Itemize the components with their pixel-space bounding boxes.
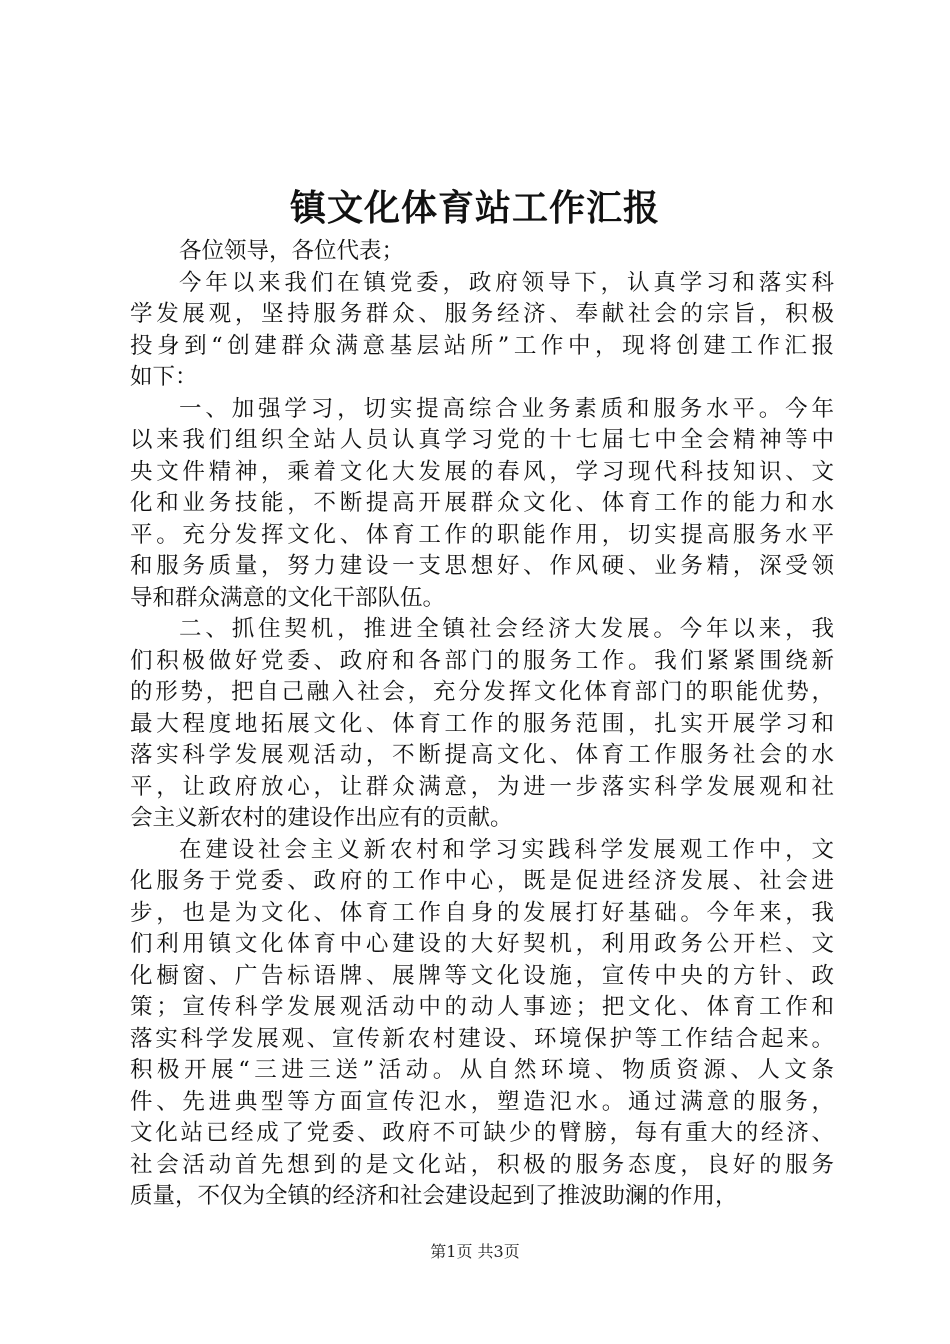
page-footer: 第1页 共3页 xyxy=(430,1242,520,1261)
paragraph-line: 们积极做好党委、政府和各部门的服务工作。我们紧紧围绕新 xyxy=(130,647,834,674)
paragraph-line: 央文件精神，乘着文化大发展的春风，学习现代科技知识、文 xyxy=(130,458,834,485)
paragraph-line: 学发展观，坚持服务群众、服务经济、奉献社会的宗旨，积极 xyxy=(130,301,834,327)
paragraph-line: 社会活动首先想到的是文化站，积极的服务态度，良好的服务 xyxy=(130,1151,834,1178)
paragraph-line: 积极开展“三进三送”活动。从自然环境、物质资源、人文条 xyxy=(130,1057,834,1083)
paragraph-line: 会主义新农村的建设作出应有的贡献。 xyxy=(130,805,513,831)
paragraph-line: 导和群众满意的文化干部队伍。 xyxy=(130,584,446,611)
document-body xyxy=(130,236,834,1213)
paragraph-line: 平。充分发挥文化、体育工作的职能作用，切实提高服务水平 xyxy=(130,521,834,548)
paragraph-line: 最大程度地拓展文化、体育工作的服务范围，扎实开展学习和 xyxy=(130,710,834,737)
paragraph-line: 落实科学发展观活动，不断提高文化、体育工作服务社会的水 xyxy=(130,742,834,768)
paragraph-line: 在建设社会主义新农村和学习实践科学发展观工作中，文 xyxy=(179,836,834,863)
paragraph-line: 各位领导，各位代表； xyxy=(179,238,405,264)
paragraph-line: 投身到“创建群众满意基层站所”工作中，现将创建工作汇报 xyxy=(130,332,834,359)
paragraph-line: 化橱窗、广告标语牌、展牌等文化设施，宣传中央的方针、政 xyxy=(130,962,834,989)
paragraph-line: 和服务质量，努力建设一支思想好、作风硬、业务精，深受领 xyxy=(130,553,834,579)
paragraph-line: 如下： xyxy=(130,364,198,390)
paragraph-line: 今年以来我们在镇党委，政府领导下，认真学习和落实科 xyxy=(179,269,834,296)
paragraph-line: 落实科学发展观、宣传新农村建设、环境保护等工作结合起来。 xyxy=(130,1025,834,1052)
paragraph-line: 化和业务技能，不断提高开展群众文化、体育工作的能力和水 xyxy=(130,490,834,516)
paragraph-line: 们利用镇文化体育中心建设的大好契机，利用政务公开栏、文 xyxy=(130,931,834,957)
paragraph-line: 质量，不仅为全镇的经济和社会建设起到了推波助澜的作用， xyxy=(130,1183,738,1209)
document-title: 镇文化体育站工作汇报 xyxy=(289,187,660,229)
paragraph-line: 步，也是为文化、体育工作自身的发展打好基础。今年来，我 xyxy=(130,899,834,926)
paragraph-line: 二、抓住契机，推进全镇社会经济大发展。今年以来，我 xyxy=(179,616,834,642)
paragraph-line: 文化站已经成了党委、政府不可缺少的臂膀，每有重大的经济、 xyxy=(130,1120,834,1146)
paragraph-line: 平，让政府放心，让群众满意，为进一步落实科学发展观和社 xyxy=(130,773,834,800)
paragraph-line: 策；宣传科学发展观活动中的动人事迹；把文化、体育工作和 xyxy=(130,994,834,1020)
paragraph-line: 一、加强学习，切实提高综合业务素质和服务水平。今年 xyxy=(179,395,834,422)
paragraph-line: 以来我们组织全站人员认真学习党的十七届七中全会精神等中 xyxy=(130,427,834,453)
paragraph-line: 化服务于党委、政府的工作中心，既是促进经济发展、社会进 xyxy=(130,868,834,894)
paragraph-line: 的形势，把自己融入社会，充分发挥文化体育部门的职能优势， xyxy=(130,679,834,705)
paragraph-line: 件、先进典型等方面宣传氾水，塑造氾水。通过满意的服务， xyxy=(130,1088,834,1115)
